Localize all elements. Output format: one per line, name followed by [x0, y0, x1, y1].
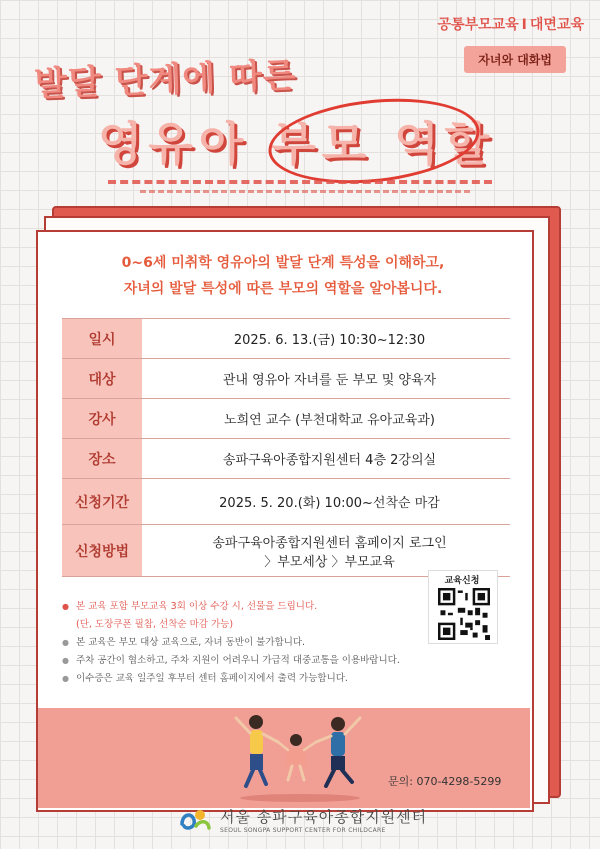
row-label: 강사	[62, 399, 142, 439]
title-line-1: 발달 단계에 따른	[33, 55, 298, 105]
org-name: 서울 송파구육아종합지원센터	[220, 808, 428, 826]
row-value: 2025. 6. 13.(금) 10:30~12:30	[142, 319, 510, 359]
list-item: ● 이수증은 교육 일주일 후부터 센터 홈페이지에서 출력 가능합니다.	[62, 670, 442, 688]
intro-text	[36, 250, 530, 302]
category-separator: I	[521, 17, 527, 33]
decorative-dash-line	[108, 180, 492, 184]
intro-line-2: 자녀의 발달 특성에 따른 부모의 역할을 알아봅니다.	[123, 281, 443, 297]
table-row	[62, 525, 510, 577]
list-item: ● 본 교육은 부모 대상 교육으로, 자녀 동반이 불가합니다.	[62, 634, 442, 652]
info-table	[62, 318, 510, 577]
notes-list	[62, 598, 442, 688]
table-row	[62, 439, 510, 479]
row-value: 관내 영유아 자녀를 둔 부모 및 양육자	[142, 359, 510, 399]
org-subtitle: SEOUL SONGPA SUPPORT CENTER FOR CHILDCARE	[220, 827, 386, 834]
list-item: (단, 도장쿠폰 필참, 선착순 마감 가능)	[76, 619, 234, 630]
table-row	[62, 319, 510, 359]
jumping-family-illustration	[226, 700, 374, 804]
qr-code-icon[interactable]	[438, 588, 490, 640]
row-value	[142, 525, 510, 577]
table-row	[62, 359, 510, 399]
list-item: ● 주차 공간이 협소하고, 주차 지원이 어려우니 가급적 대중교통을 이용바랍니다.	[62, 652, 442, 670]
org-logo-icon	[178, 806, 212, 834]
contact-info: 문의: 070-4298-5299	[388, 775, 502, 788]
organization-logo	[178, 806, 427, 834]
title-line-2: 영유아 부모 역할	[98, 117, 496, 171]
row-value-line-1: 송파구육아종합지원센터 홈페이지 로그인	[212, 535, 447, 551]
row-value: 노희연 교수 (부천대학교 유아교육과)	[142, 399, 510, 439]
category-tag	[438, 14, 584, 34]
highlight-circle	[264, 89, 483, 193]
qr-label: 교육신청	[444, 576, 480, 586]
topic-badge: 자녀와 대화법	[464, 46, 566, 73]
row-label: 일시	[62, 319, 142, 359]
row-label: 신청방법	[62, 525, 142, 577]
row-label: 장소	[62, 439, 142, 479]
row-value-line-2: 〉부모세상 〉부모교육	[264, 554, 395, 570]
intro-line-1: 0~6세 미취학 영유아의 발달 단계 특성을 이해하고,	[121, 255, 445, 271]
row-value: 2025. 5. 20.(화) 10:00~선착순 마감	[142, 479, 510, 525]
table-row	[62, 479, 510, 525]
table-row	[62, 399, 510, 439]
row-value: 송파구육아종합지원센터 4층 2강의실	[142, 439, 510, 479]
list-item: ● 본 교육 포함 부모교육 3회 이상 수강 시, 선물을 드립니다.	[62, 598, 442, 616]
category-right: 대면교육	[529, 17, 584, 33]
category-left: 공통부모교육	[437, 17, 519, 33]
decorative-dash-line-2	[140, 190, 470, 193]
row-label: 대상	[62, 359, 142, 399]
row-label: 신청기간	[62, 479, 142, 525]
